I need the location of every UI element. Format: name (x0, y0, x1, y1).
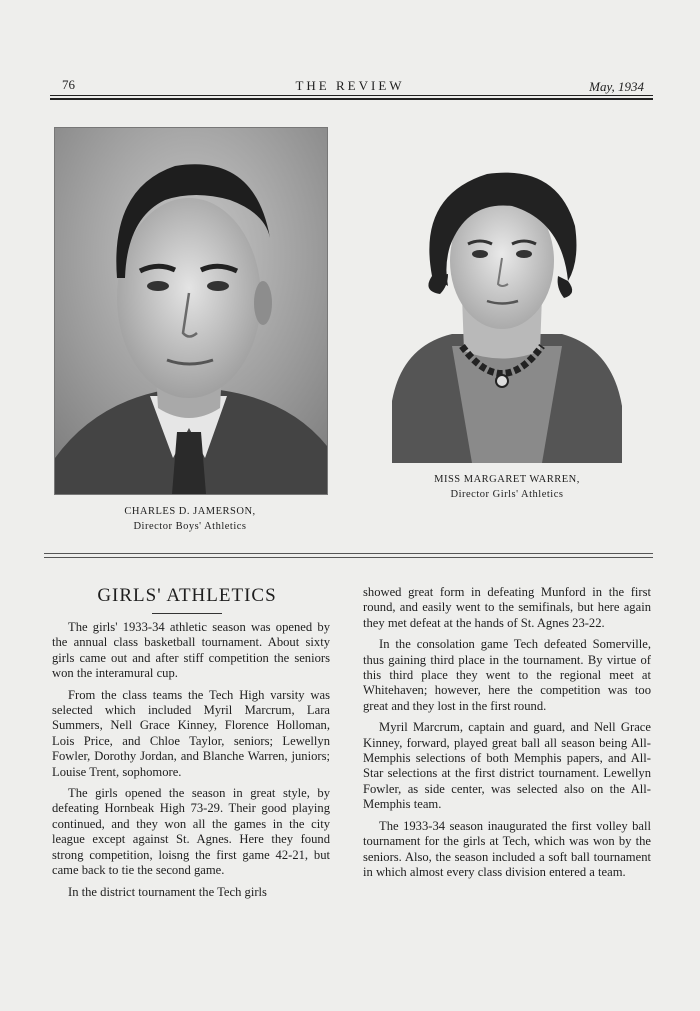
article-column-left (52, 620, 330, 906)
caption-warren-role: Director Girls' Athletics (450, 489, 564, 500)
caption-jamerson-role: Director Boys' Athletics (133, 521, 247, 532)
paragraph: The 1933-34 season inaugurated the first volley ball tournament for the girls at Tech, which was won by the seniors. Also, the season included a soft ball tournament in which almost every class division entered a team. (363, 818, 651, 879)
section-divider-bottom (44, 557, 653, 558)
page-number: 76 (62, 77, 75, 92)
section-divider-top (44, 553, 653, 554)
paragraph: From the class teams the Tech High varsity was selected which included Myril Marcrum, Lara Summers, Nell Grace Kinney, Florence Holloman, Lois Price, and Chloe Taylor, seniors; Lewellyn Fowler, Dorothy Jordan, and Blanche Warren, juniors; Louise Trent, sophomore. (52, 687, 330, 779)
portrait-photo-warren (392, 166, 622, 463)
caption-jamerson-name: CHARLES D. JAMERSON, (124, 506, 256, 517)
article-column-right (363, 585, 651, 886)
header-rule-thin (50, 95, 653, 96)
caption-warren (392, 472, 622, 502)
header-rule-thick (50, 98, 653, 100)
magazine-title-text: THE REVIEW (295, 78, 405, 93)
paragraph: The girls opened the season in great style, by defeating Hornbeak High 73-29. Their good playing continued, and they won all the games in the city league except against St. Agnes. Here they found strong competition, loisng the first game 42-21, but came back to tie the second game. (52, 786, 330, 878)
paragraph: In the district tournament the Tech girls (68, 884, 267, 899)
paragraph: Myril Marcrum, captain and guard, and Nell Grace Kinney, forward, played great ball all season being All-Memphis selections of both Memphis papers, and All-Star selections at the first district tournament. Lewellyn Fowler, as side center, was selected also on the All-Memphis team. (363, 720, 651, 812)
paragraph: showed great form in defeating Munford in the first round, and easily went to the semifinals, but here again they met defeat at the hands of St. Agnes 23-22. (363, 585, 651, 630)
caption-warren-name: MISS MARGARET WARREN, (434, 474, 580, 485)
caption-jamerson (54, 504, 326, 534)
issue-date: May, 1934 (589, 79, 644, 94)
portrait-photo-jamerson (54, 127, 328, 495)
article-title: GIRLS' ATHLETICS (97, 585, 277, 606)
title-underline (152, 613, 222, 614)
paragraph: In the consolation game Tech defeated Somerville, thus gaining third place in the tournament. By virtue of this third place they went to the regional meet at Whitehaven; however, here the competition was too great and they lost in the first round. (363, 637, 651, 713)
paragraph: The girls' 1933-34 athletic season was opened by the annual class basketball tournament. About sixty girls came out and after stiff competition the seniors won the interamural cup. (52, 620, 330, 681)
